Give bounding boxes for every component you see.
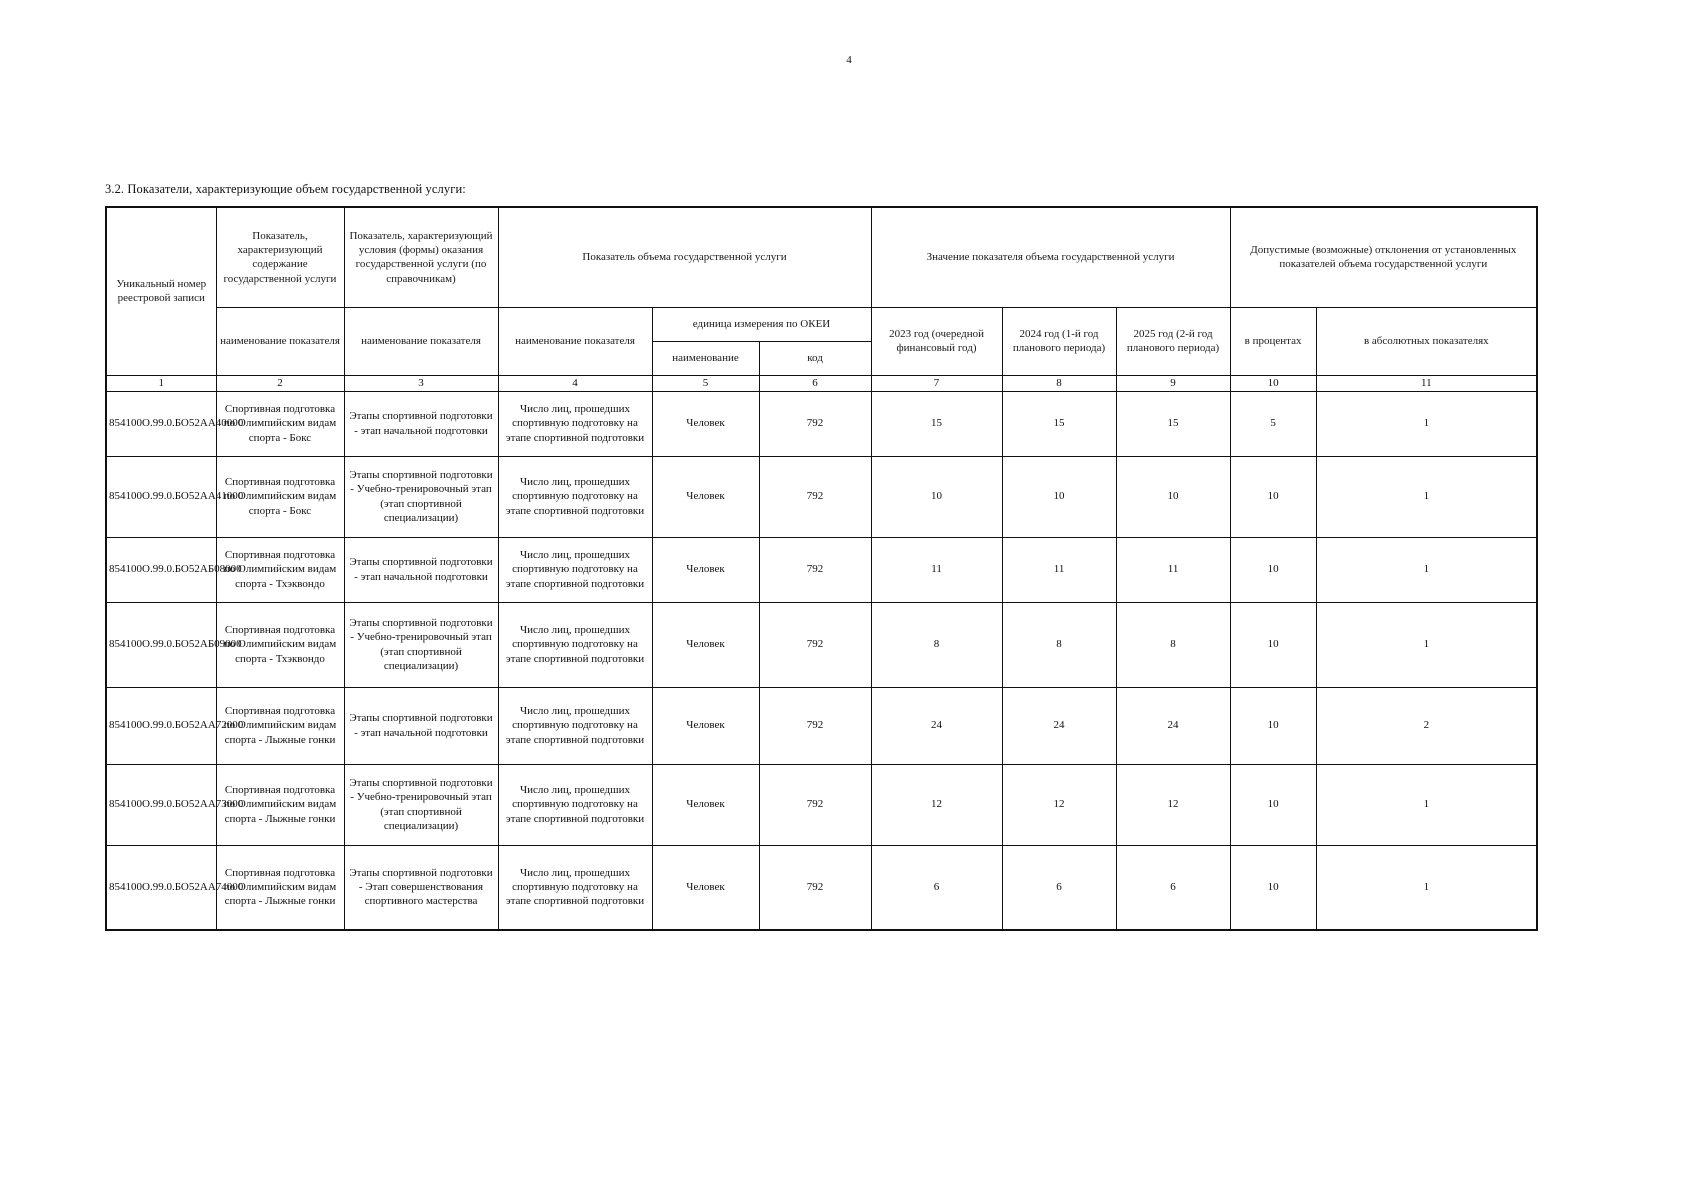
value-2025-cell: 15 — [1116, 391, 1230, 456]
indicator-name-cell: Число лиц, прошедших спортивную подготовку на этапе спортивной подготовки — [498, 537, 652, 602]
value-2024-cell: 12 — [1002, 764, 1116, 845]
deviation-absolute-cell: 2 — [1316, 687, 1537, 764]
table-row — [106, 845, 1537, 930]
column-number: 4 — [498, 375, 652, 391]
column-number: 11 — [1316, 375, 1537, 391]
section-title: 3.2. Показатели, характеризующие объем государственной услуги: — [105, 182, 466, 196]
column-number: 1 — [106, 375, 216, 391]
column-number: 5 — [652, 375, 759, 391]
value-2025-cell: 8 — [1116, 602, 1230, 687]
registry-number-cell: 854100О.99.0.БО52АА41000 — [106, 456, 216, 537]
header-volume-indicator: Показатель объема государственной услуги — [498, 207, 871, 307]
value-2024-cell: 24 — [1002, 687, 1116, 764]
value-2024-cell: 11 — [1002, 537, 1116, 602]
unit-name-cell: Человек — [652, 845, 759, 930]
unit-name-cell: Человек — [652, 391, 759, 456]
service-content-cell: Спортивная подготовка по Олимпийским видам спорта - Лыжные гонки — [216, 845, 344, 930]
service-condition-cell: Этапы спортивной подготовки - Учебно-тренировочный этап (этап спортивной специализации) — [344, 456, 498, 537]
value-2024-cell: 8 — [1002, 602, 1116, 687]
column-number-row — [106, 375, 1537, 391]
header-year-2025: 2025 год (2-й год планового периода) — [1116, 307, 1230, 375]
value-2025-cell: 11 — [1116, 537, 1230, 602]
service-content-cell: Спортивная подготовка по Олимпийским видам спорта - Тхэквондо — [216, 602, 344, 687]
unit-name-cell: Человек — [652, 537, 759, 602]
column-number: 10 — [1230, 375, 1316, 391]
column-number: 7 — [871, 375, 1002, 391]
header-volume-value: Значение показателя объема государственной услуги — [871, 207, 1230, 307]
table-row — [106, 456, 1537, 537]
column-number: 8 — [1002, 375, 1116, 391]
table-row — [106, 687, 1537, 764]
value-2025-cell: 10 — [1116, 456, 1230, 537]
value-2025-cell: 12 — [1116, 764, 1230, 845]
column-number: 6 — [759, 375, 871, 391]
header-condition-indicator: Показатель, характеризующий условия (формы) оказания государственной услуги (по справочникам) — [344, 207, 498, 307]
registry-number-cell: 854100О.99.0.БО52АА72000 — [106, 687, 216, 764]
indicator-name-cell: Число лиц, прошедших спортивную подготовку на этапе спортивной подготовки — [498, 602, 652, 687]
unit-code-cell: 792 — [759, 537, 871, 602]
registry-number-cell: 854100О.99.0.БО52АА40000 — [106, 391, 216, 456]
table-row — [106, 764, 1537, 845]
value-2025-cell: 6 — [1116, 845, 1230, 930]
header-deviation-absolute: в абсолютных показателях — [1316, 307, 1537, 375]
header-okei-name: наименование — [652, 341, 759, 375]
unit-code-cell: 792 — [759, 602, 871, 687]
registry-number-cell: 854100О.99.0.БО52АА73000 — [106, 764, 216, 845]
deviation-percent-cell: 5 — [1230, 391, 1316, 456]
unit-code-cell: 792 — [759, 764, 871, 845]
page-number: 4 — [846, 54, 852, 66]
indicator-name-cell: Число лиц, прошедших спортивную подготовку на этапе спортивной подготовки — [498, 845, 652, 930]
registry-number-cell: 854100О.99.0.БО52АБ08000 — [106, 537, 216, 602]
indicator-name-cell: Число лиц, прошедших спортивную подготовку на этапе спортивной подготовки — [498, 687, 652, 764]
value-2023-cell: 6 — [871, 845, 1002, 930]
header-content-indicator: Показатель, характеризующий содержание государственной услуги — [216, 207, 344, 307]
header-okei-code: код — [759, 341, 871, 375]
column-number: 3 — [344, 375, 498, 391]
deviation-absolute-cell: 1 — [1316, 456, 1537, 537]
deviation-absolute-cell: 1 — [1316, 764, 1537, 845]
unit-code-cell: 792 — [759, 456, 871, 537]
header-deviation-percent: в процентах — [1230, 307, 1316, 375]
unit-code-cell: 792 — [759, 687, 871, 764]
column-number: 2 — [216, 375, 344, 391]
deviation-percent-cell: 10 — [1230, 456, 1316, 537]
deviation-percent-cell: 10 — [1230, 845, 1316, 930]
service-condition-cell: Этапы спортивной подготовки - Учебно-тренировочный этап (этап спортивной специализации) — [344, 764, 498, 845]
value-2023-cell: 10 — [871, 456, 1002, 537]
deviation-percent-cell: 10 — [1230, 537, 1316, 602]
service-content-cell: Спортивная подготовка по Олимпийским видам спорта - Лыжные гонки — [216, 764, 344, 845]
column-number: 9 — [1116, 375, 1230, 391]
volume-indicators-table — [105, 206, 1538, 931]
deviation-absolute-cell: 1 — [1316, 391, 1537, 456]
unit-name-cell: Человек — [652, 456, 759, 537]
service-condition-cell: Этапы спортивной подготовки - Этап совершенствования спортивного мастерства — [344, 845, 498, 930]
table-body — [106, 391, 1537, 930]
unit-code-cell: 792 — [759, 845, 871, 930]
header-okei-unit: единица измерения по ОКЕИ — [652, 307, 871, 341]
service-condition-cell: Этапы спортивной подготовки - Учебно-тренировочный этап (этап спортивной специализации) — [344, 602, 498, 687]
service-condition-cell: Этапы спортивной подготовки - этап начальной подготовки — [344, 687, 498, 764]
registry-number-cell: 854100О.99.0.БО52АБ09000 — [106, 602, 216, 687]
deviation-percent-cell: 10 — [1230, 764, 1316, 845]
header-condition-name: наименование показателя — [344, 307, 498, 375]
deviation-absolute-cell: 1 — [1316, 602, 1537, 687]
value-2025-cell: 24 — [1116, 687, 1230, 764]
unit-name-cell: Человек — [652, 687, 759, 764]
deviation-percent-cell: 10 — [1230, 687, 1316, 764]
service-content-cell: Спортивная подготовка по Олимпийским видам спорта - Лыжные гонки — [216, 687, 344, 764]
deviation-percent-cell: 10 — [1230, 602, 1316, 687]
deviation-absolute-cell: 1 — [1316, 537, 1537, 602]
table-row — [106, 391, 1537, 456]
indicator-name-cell: Число лиц, прошедших спортивную подготовку на этапе спортивной подготовки — [498, 456, 652, 537]
value-2024-cell: 15 — [1002, 391, 1116, 456]
value-2023-cell: 11 — [871, 537, 1002, 602]
service-condition-cell: Этапы спортивной подготовки - этап начальной подготовки — [344, 391, 498, 456]
indicator-name-cell: Число лиц, прошедших спортивную подготовку на этапе спортивной подготовки — [498, 764, 652, 845]
table-row — [106, 537, 1537, 602]
value-2023-cell: 12 — [871, 764, 1002, 845]
service-condition-cell: Этапы спортивной подготовки - этап начальной подготовки — [344, 537, 498, 602]
value-2023-cell: 24 — [871, 687, 1002, 764]
value-2023-cell: 8 — [871, 602, 1002, 687]
service-content-cell: Спортивная подготовка по Олимпийским видам спорта - Тхэквондо — [216, 537, 344, 602]
service-content-cell: Спортивная подготовка по Олимпийским видам спорта - Бокс — [216, 391, 344, 456]
value-2023-cell: 15 — [871, 391, 1002, 456]
header-year-2023: 2023 год (очередной финансовый год) — [871, 307, 1002, 375]
deviation-absolute-cell: 1 — [1316, 845, 1537, 930]
header-registry-number: Уникальный номер реестровой записи — [106, 207, 216, 375]
service-content-cell: Спортивная подготовка по Олимпийским видам спорта - Бокс — [216, 456, 344, 537]
header-indicator-name: наименование показателя — [498, 307, 652, 375]
header-allowed-deviation: Допустимые (возможные) отклонения от установленных показателей объема государственной услуги — [1230, 207, 1537, 307]
value-2024-cell: 6 — [1002, 845, 1116, 930]
unit-name-cell: Человек — [652, 602, 759, 687]
header-year-2024: 2024 год (1-й год планового периода) — [1002, 307, 1116, 375]
table-header — [106, 207, 1537, 391]
indicator-name-cell: Число лиц, прошедших спортивную подготовку на этапе спортивной подготовки — [498, 391, 652, 456]
unit-code-cell: 792 — [759, 391, 871, 456]
unit-name-cell: Человек — [652, 764, 759, 845]
table-row — [106, 602, 1537, 687]
value-2024-cell: 10 — [1002, 456, 1116, 537]
registry-number-cell: 854100О.99.0.БО52АА74000 — [106, 845, 216, 930]
header-content-name: наименование показателя — [216, 307, 344, 375]
